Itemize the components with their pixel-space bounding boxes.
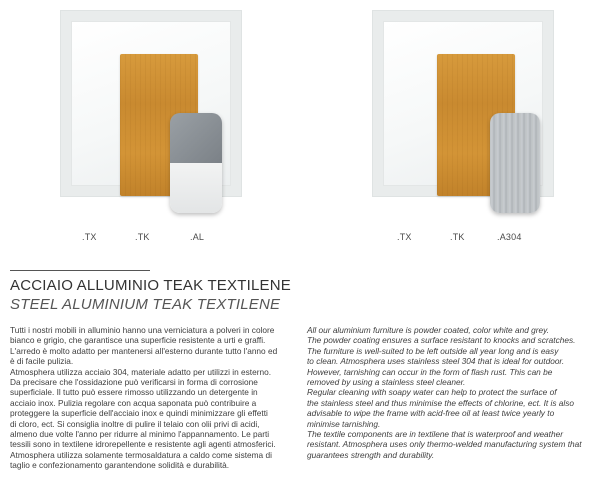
text-line: Atmosphera utilizza acciaio 304, materiale adatto per utilizzi in esterno. (10, 366, 272, 377)
text-line: proteggere la superficie dell'acciaio inox e quindi minimizzare gli effetti (10, 408, 268, 419)
code-a304: .A304 (497, 232, 522, 242)
text-line: advisable to wipe the frame with acid-free oil at least twice yearly to (307, 408, 555, 419)
text-line: L'arredo è molto adatto per mantenersi all'esterno durante tutto l'anno ed (10, 345, 278, 356)
text-line: di cloro, ect. Si consiglia inoltre di pulire il telaio con olii privi di acidi, (10, 418, 260, 429)
text-line: The powder coating ensures a surface resistant to knocks and scratches. (307, 335, 576, 346)
text-line: superficiale. Il tutto può essere rimosso utilizzando un detergente in (10, 387, 258, 398)
code-tk: .TK (135, 232, 150, 242)
text-line: The furniture is well-suited to be left outside all year long and is easy (307, 345, 559, 356)
text-line: All our aluminium furniture is powder coated, color white and grey. (307, 325, 549, 335)
text-line: resistant. Atmosphera uses only thermo-welded manufacturing system that (307, 439, 582, 450)
text-line: Da precisare che l'ossidazione può verificarsi in forma di corrosione (10, 377, 258, 388)
text-line: minimise tarnishing. (307, 418, 381, 429)
text-line: taglio e confezionamento garantendone solidità e durabilità. (10, 460, 230, 471)
aluminium-swatch (170, 113, 222, 213)
code-tx: .TX (397, 232, 412, 242)
text-line: removed by using a stainless steel cleaner. (307, 377, 466, 388)
text-line: Atmosphera utilizza solamente termosaldatura a caldo come sistema di (10, 449, 272, 460)
code-al: .AL (190, 232, 205, 242)
code-tk: .TK (450, 232, 465, 242)
text-line: Tutti i nostri mobili in alluminio hanno una verniciatura a polveri in colore (10, 325, 275, 335)
text-line: Regular cleaning with soapy water can help to protect the surface of (307, 387, 557, 398)
text-line: bianco e grigio, che garantisce una superficie resistente a urti e graffi. (10, 335, 266, 346)
description-italian (10, 325, 295, 471)
text-line: guarantees strength and durability. (307, 449, 435, 460)
text-line: the stainless steel and thus minimise the effects of chlorine, ect. It is also (307, 397, 575, 408)
text-line: tessili sono in textilene idrorepellente e resistente agli agenti atmosferici. (10, 439, 276, 450)
text-line: almeno due volte l'anno per ridurre al minimo l'appannamento. Le parti (10, 429, 270, 440)
code-tx: .TX (82, 232, 97, 242)
title-italian: ACCIAIO ALLUMINIO TEAK TEXTILENE (10, 277, 291, 294)
text-line: However, tarnishing can occur in the form of flash rust. This can be (307, 366, 553, 377)
text-line: acciaio inox. Pulizia regolare con acqua saponata può contribuire a (10, 397, 257, 408)
text-line: The textile components are in textilene that is waterproof and weather (307, 429, 563, 440)
heading-rule (10, 270, 150, 271)
text-line: è di facile pulizia. (10, 356, 74, 367)
steel-swatch (490, 113, 540, 213)
title-english: STEEL ALUMINIUM TEAK TEXTILENE (10, 296, 281, 313)
text-line: to clean. Atmosphera uses stainless steel 304 that is ideal for outdoor. (307, 356, 565, 367)
description-english (307, 325, 590, 460)
